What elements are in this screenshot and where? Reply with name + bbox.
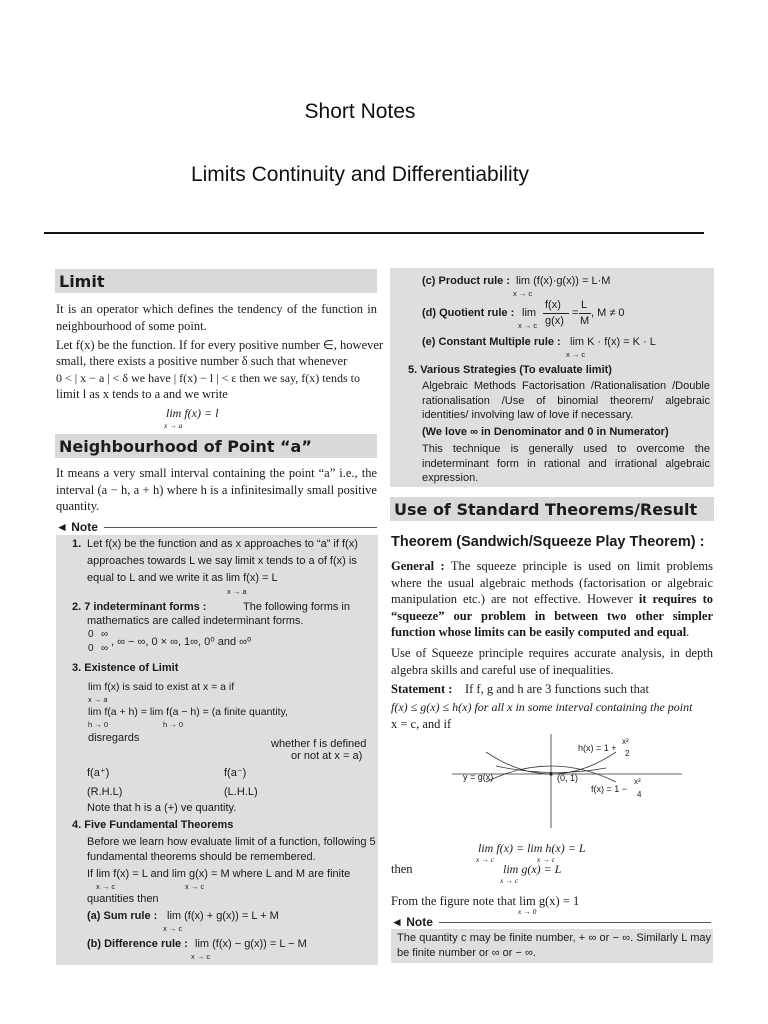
note4-line-a: Before we learn how evaluate limit of a function, following 5 (87, 836, 376, 848)
general-end: . (686, 625, 690, 639)
note1-line-a: Let f(x) be the function and as x approaches to “a” if f(x) (87, 538, 358, 550)
note2-line-b: mathematics are called indeterminant forms. (87, 615, 304, 627)
general-label: General : (391, 559, 445, 573)
limit-condition-1: lim f(x) = lim h(x) = L (478, 841, 586, 855)
neighbourhood-heading: Neighbourhood of Point “a” (55, 434, 377, 458)
neighbourhood-paragraph: It means a very small interval containing the point “a” i.e., the interval (a − h, a + h) where h is a infinitesimally small positive quantity. (56, 466, 377, 513)
graph-f-den: 4 (637, 790, 642, 799)
quotient-num: f(x) (545, 299, 561, 311)
limit-condition-1-sub1: x → c (476, 855, 494, 864)
strategies-heading: 5. Various Strategies (To evaluate limit) (408, 364, 612, 376)
note2-line-a: The following forms in (243, 601, 350, 613)
note2-frac2-bot: ∞ (101, 643, 109, 654)
note3-h-note: Note that h is a (+) ve quantity. (87, 802, 237, 814)
note3-line-1: lim f(x) is said to exist at x = a if (88, 681, 235, 693)
quotient-num2: L (581, 299, 588, 311)
note-text-right: The quantity c may be finite number, + ∞ or − ∞. Similarly L may be finite number or ∞ or − ∞. (397, 932, 711, 959)
note3-line-3: disregards (88, 732, 140, 744)
note4-line-b: fundamental theorems should be remembered. (87, 851, 316, 863)
note1-line-c: equal to L and we write it as lim f(x) = L (87, 572, 278, 584)
note2-frac1-top: 0 (88, 629, 94, 640)
note2-forms: , ∞ − ∞, 0 × ∞, 1∞, 0⁰ and ∞⁰ (111, 636, 252, 648)
note3-line-2: lim f(a + h) = lim f(a − h) = (a finite quantity, (88, 706, 288, 718)
strategies-paragraph: Algebraic Methods Factorisation /Rationalisation /Double rationalisation /Use of binomial theorem/ algebraic identities/ involving law of love if necessary. (422, 380, 710, 421)
limit-formula-sub: x → a (164, 421, 183, 430)
note3-left-limit: f(a⁻) (224, 767, 247, 779)
strategies-love-rule: (We love ∞ in Denominator and 0 in Numerator) (422, 426, 669, 438)
limit-paragraph-2c: 0 < | x − a | < δ we have | f(x) − l | < ε then we say, f(x) tends to (56, 371, 360, 385)
note3-heading: 3. Existence of Limit (72, 662, 179, 674)
chapter-title: Limits Continuity and Differentiability (190, 163, 530, 186)
then-label: then (391, 862, 413, 876)
statement-line-b: f(x) ≤ g(x) ≤ h(x) for all x in some interval containing the point (391, 700, 693, 714)
quotient-den: g(x) (545, 315, 564, 327)
sum-rule-sub: x → c (163, 924, 183, 933)
strategies-paragraph-2: This technique is generally used to overcome the indeterminant form in rational and irrational algebraic expression. (422, 443, 710, 484)
statement-label: Statement : (391, 682, 453, 696)
figure-note: From the figure note that lim g(x) = 1 (391, 894, 580, 908)
quotient-condition: , M ≠ 0 (591, 307, 625, 319)
standard-theorems-heading: Use of Standard Theorems/Result (390, 497, 714, 521)
note1-line-b: approaches towards L we say limit x tends to a of f(x) is (87, 555, 357, 567)
quotient-rule-label: (d) Quotient rule : (422, 307, 515, 319)
statement-text-a: If f, g and h are 3 functions such that (464, 682, 649, 696)
note4-line-c-sub2: x → c (185, 882, 205, 891)
sandwich-theorem-heading: Theorem (Sandwich/Squeeze Play Theorem) : (391, 534, 705, 550)
figure-note-sub: x → 0 (518, 907, 537, 916)
note-divider-left (56, 520, 377, 534)
short-notes-title: Short Notes (304, 100, 416, 123)
note4-line-c-sub1: x → c (96, 882, 116, 891)
note2-frac1-bot: 0 (88, 643, 94, 654)
sum-rule-label: (a) Sum rule : (87, 910, 158, 922)
squeeze-use-paragraph: Use of Squeeze principle requires accurate analysis, in depth algebra skills and careful use of inequalities. (391, 646, 713, 677)
note-divider-right (391, 915, 711, 929)
graph-h-den: 2 (625, 749, 630, 758)
limit-paragraph-2b: small, there exists a positive number δ such that whenever (56, 354, 348, 368)
general-text: The squeeze principle is used on limit problems where the usual algebraic methods (factorisation or algebraic manipulation etc.) are not effective. However (391, 559, 713, 606)
quotient-sub: x → c (518, 321, 538, 330)
general-paragraph (391, 558, 713, 641)
graph-h-label: h(x) = 1 + (578, 743, 617, 753)
note1-number: 1. (72, 538, 82, 550)
difference-rule-formula: lim (f(x) − g(x)) = L − M (195, 938, 307, 950)
statement-line-c: x = c, and if (391, 717, 452, 731)
constant-rule-label: (e) Constant Multiple rule : (422, 336, 561, 348)
limit-heading: Limit (55, 269, 377, 293)
graph-point-label: (0, 1) (557, 773, 579, 783)
graph-f-num: x² (634, 777, 641, 786)
quotient-lim: lim (522, 307, 537, 319)
sum-rule-formula: lim (f(x) + g(x)) = L + M (167, 910, 279, 922)
note3-line-2-sub1: h → 0 (88, 720, 109, 729)
note3-line-1-sub: x → a (88, 695, 108, 704)
general-bold-text: it requires to “squeeze” our problem in between two other simpler function whose limits can be easily computed and equal (391, 592, 713, 639)
graph-point (549, 772, 552, 775)
limit-paragraph-2a: Let f(x) be the function. If for every positive number ∈, however (56, 338, 384, 352)
limit-conclusion: lim g(x) = L (503, 862, 562, 876)
note4-heading: 4. Five Fundamental Theorems (72, 819, 234, 831)
note2-frac2-top: ∞ (101, 629, 109, 640)
note3-right-limit: f(a⁺) (87, 767, 110, 779)
limit-conclusion-sub: x → c (500, 876, 518, 885)
limit-paragraph-2d: limit l as x tends to a and we write (56, 387, 228, 401)
note3-line-4: whether f is defined (271, 738, 367, 750)
graph-f-label: f(x) = 1 − (591, 784, 628, 794)
product-rule-formula: lim (f(x)·g(x)) = L·M (516, 275, 611, 287)
difference-rule-label: (b) Difference rule : (87, 938, 188, 950)
note2-heading: 2. 7 indeterminant forms : (72, 601, 207, 613)
limit-paragraph-1: It is an operator which defines the tendency of the function in neighbourhood of some point. (56, 302, 377, 333)
statement-line-a (391, 681, 713, 698)
note4-line-c: If lim f(x) = L and lim g(x) = M where L and M are finite (87, 868, 351, 880)
limit-formula: lim f(x) = l (166, 406, 219, 420)
difference-rule-sub: x → c (191, 952, 211, 961)
quotient-eq: = (572, 307, 579, 319)
note3-rhl: (R.H.L) (87, 786, 123, 798)
note3-lhl: (L.H.L) (224, 786, 258, 798)
quotient-den2: M (580, 315, 590, 327)
note-label-right: ◄ Note (391, 915, 433, 929)
constant-rule-formula: lim K · f(x) = K · L (570, 336, 656, 348)
product-rule-label: (c) Product rule : (422, 275, 511, 287)
note3-line-5: or not at x = a) (291, 750, 363, 762)
graph-g-label: y = g(x) (463, 772, 494, 782)
product-rule-sub: x → c (513, 289, 533, 298)
note3-line-2-sub2: h → 0 (163, 720, 184, 729)
header-divider (44, 232, 704, 234)
note-label: ◄ Note (56, 520, 98, 534)
graph-h-num: x² (622, 737, 629, 746)
constant-rule-sub: x → c (566, 350, 586, 359)
note1-sub: x → a (227, 587, 247, 596)
note4-line-d: quantities then (87, 893, 159, 905)
limit-condition-1-sub2: x → c (537, 855, 555, 864)
